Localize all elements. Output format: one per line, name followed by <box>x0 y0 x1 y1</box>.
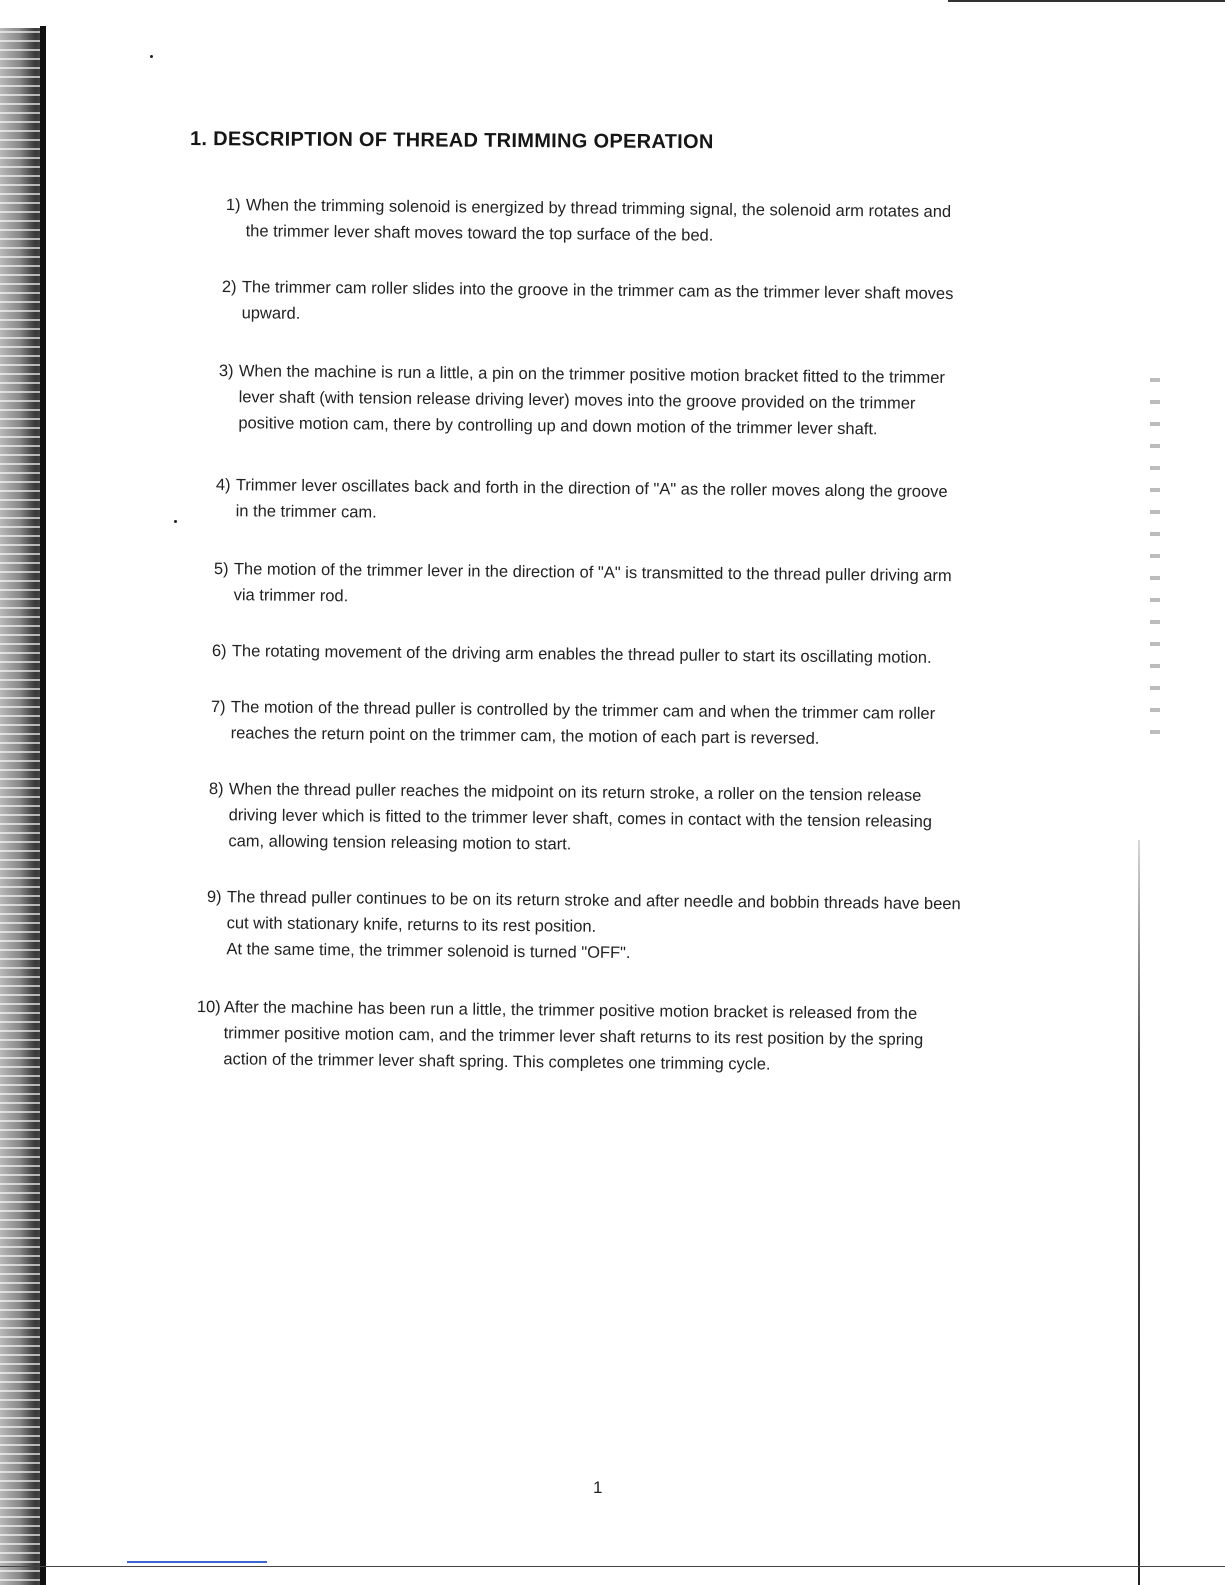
item-number: 3) <box>218 361 234 381</box>
list-item <box>226 192 952 251</box>
item-number: 2) <box>221 277 237 297</box>
item-text-line: reaches the return point on the trimmer cam, the motion of each part is reversed. <box>230 724 820 748</box>
section-title: 1. DESCRIPTION OF THREAD TRIMMING OPERATION <box>189 128 714 154</box>
scan-right-edge-specks <box>1150 360 1160 740</box>
item-text-line: After the machine has been run a little, the trimmer positive motion bracket is released from the <box>223 998 918 1023</box>
page-number: 1 <box>593 1478 603 1497</box>
list-item <box>206 884 961 969</box>
scan-speck <box>174 520 177 523</box>
item-text-line: trimmer positive motion cam, and the trimmer lever shaft returns to its rest position by the spring <box>223 1024 924 1049</box>
scan-binding-edge-line <box>40 26 46 1585</box>
item-text-line: At the same time, the trimmer solenoid is turned "OFF". <box>226 940 631 963</box>
item-number: 9) <box>206 887 222 907</box>
item-text-line: in the trimmer cam. <box>235 502 377 522</box>
list-item <box>214 556 952 615</box>
item-text-line: the trimmer lever shaft moves toward the top surface of the bed. <box>245 222 714 245</box>
item-text-line: The trimmer cam roller slides into the groove in the trimmer cam as the trimmer lever shaft moves <box>241 278 954 304</box>
list-item <box>208 776 932 861</box>
item-text-line: When the machine is run a little, a pin on the trimmer positive motion bracket fitted to the trimmer <box>238 362 946 387</box>
scan-right-edge-line <box>1138 840 1140 1585</box>
list-item <box>222 274 954 333</box>
list-item <box>216 472 948 531</box>
item-text-line: positive motion cam, there by controlling up and down motion of the trimmer lever shaft. <box>238 414 878 439</box>
item-text-line: Trimmer lever oscillates back and forth in the direction of "A" as the roller moves along the groove <box>235 476 948 502</box>
item-text-line: action of the trimmer lever shaft spring. This completes one trimming cycle. <box>223 1050 771 1074</box>
item-text-line: lever shaft (with tension release driving lever) moves into the groove provided on the trimmer <box>238 388 916 413</box>
item-text-line: cam, allowing tension releasing motion to start. <box>228 832 572 854</box>
item-text-line: When the trimming solenoid is energized by thread trimming signal, the solenoid arm rotates and <box>245 196 952 221</box>
item-text-line: The thread puller continues to be on its return stroke and after needle and bobbin threads have been <box>226 888 961 914</box>
list-item <box>196 994 923 1079</box>
scan-binding-shadow <box>0 28 44 1585</box>
item-number: 7) <box>210 697 226 717</box>
item-text-line: The motion of the trimmer lever in the direction of "A" is transmitted to the thread puller driving arm <box>233 560 952 586</box>
item-text-line: cut with stationary knife, returns to its rest position. <box>226 914 597 936</box>
item-text-line: The motion of the thread puller is controlled by the trimmer cam and when the trimmer cam roller <box>230 698 936 723</box>
scan-bottom-underline <box>127 1561 267 1563</box>
scan-speck <box>150 55 153 58</box>
item-number: 1) <box>225 195 241 215</box>
item-number: 4) <box>215 475 231 495</box>
list-item <box>212 638 932 671</box>
item-number: 5) <box>213 559 229 579</box>
item-number: 6) <box>211 641 227 661</box>
list-item <box>211 694 936 753</box>
item-text-line: upward. <box>241 304 301 323</box>
item-text-line: driving lever which is fitted to the trimmer lever shaft, comes in contact with the tension releasing <box>228 806 933 831</box>
scan-top-edge-line <box>948 0 1225 2</box>
list-item <box>218 358 945 443</box>
scan-bottom-edge-line <box>0 1566 1225 1567</box>
item-text-line: When the thread puller reaches the midpoint on its return stroke, a roller on the tension release <box>228 780 922 805</box>
item-number: 10) <box>196 997 221 1017</box>
item-text-line: via trimmer rod. <box>233 586 349 606</box>
item-text-line: The rotating movement of the driving arm enables the thread puller to start its oscillating motion. <box>231 642 932 667</box>
item-number: 8) <box>208 779 224 799</box>
